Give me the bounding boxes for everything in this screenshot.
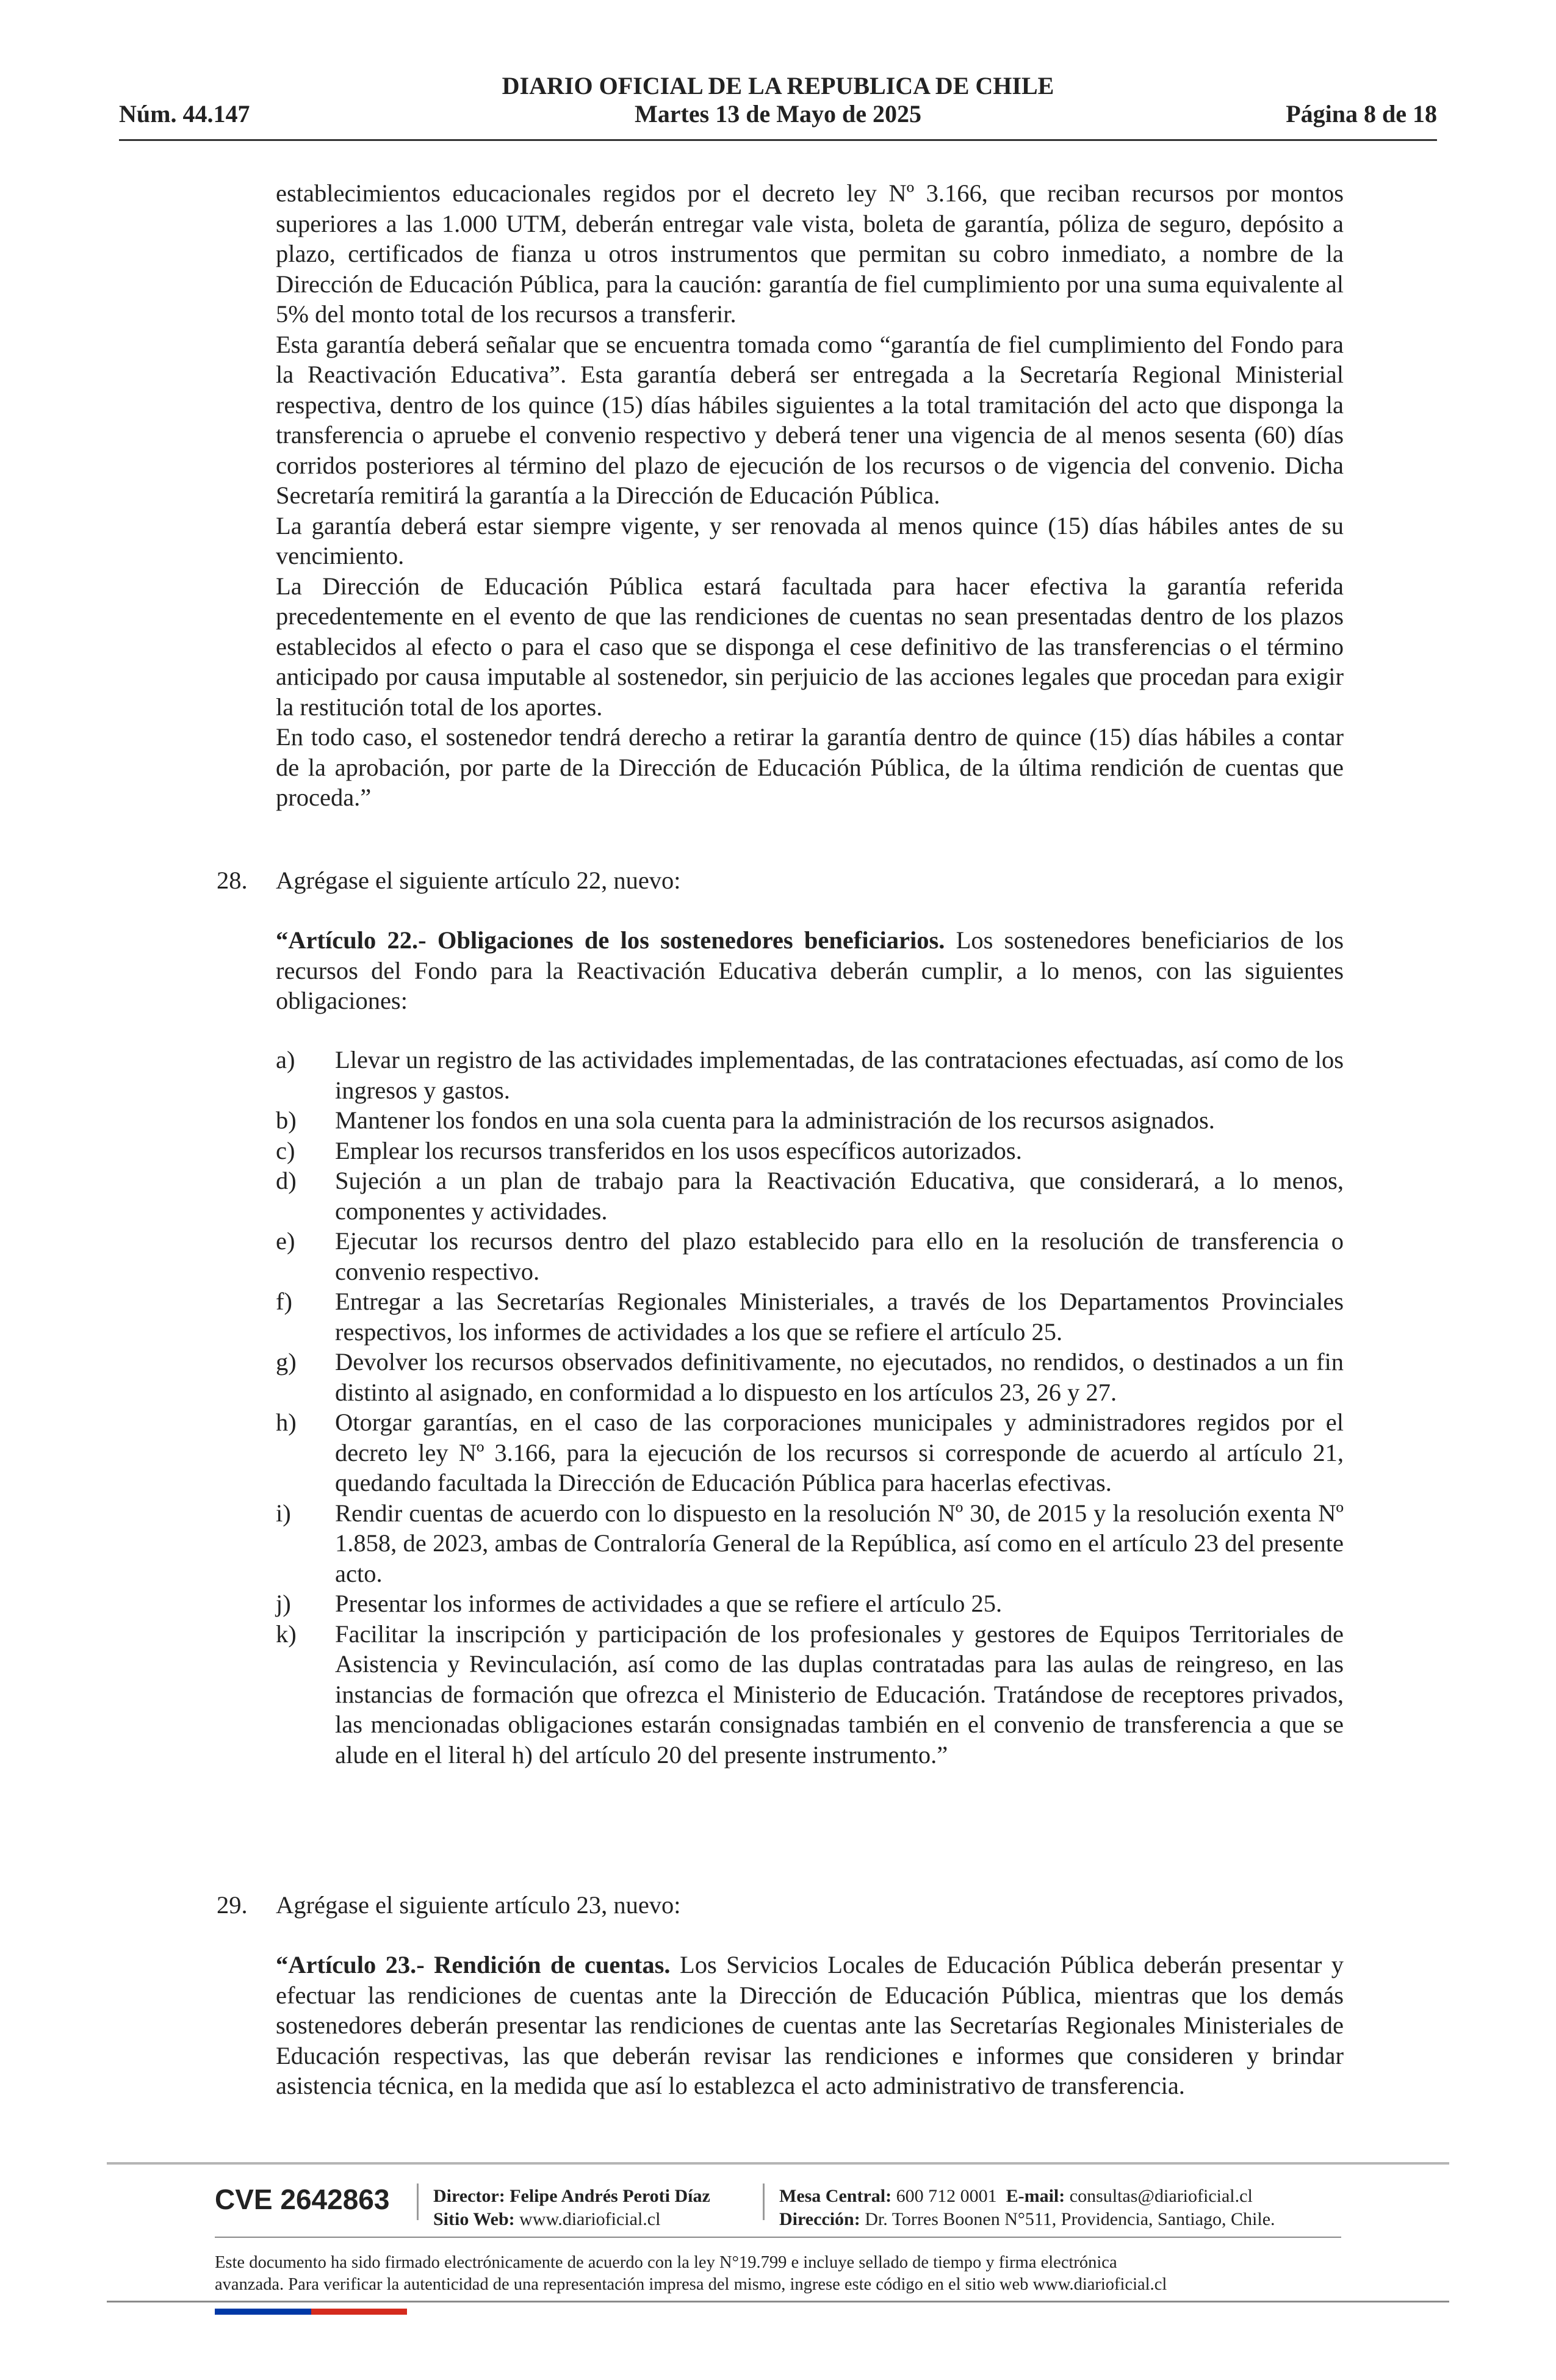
item-number: 29. bbox=[217, 1891, 248, 1919]
phone-label: Mesa Central: bbox=[779, 2186, 892, 2206]
list-item bbox=[276, 1136, 1344, 1166]
list-item-text: Rendir cuentas de acuerdo con lo dispuesto en la resolución Nº 30, de 2015 y la resolución exenta Nº 1.858, de 2023, ambas de Contraloría General de la República, así como en el artículo 23 del presente acto. bbox=[335, 1499, 1344, 1587]
issue-number: Núm. 44.147 bbox=[119, 100, 250, 128]
list-item-text: Ejecutar los recursos dentro del plazo establecido para ello en la resolución de transferencia o convenio respectivo. bbox=[335, 1227, 1344, 1285]
list-item bbox=[276, 1619, 1344, 1770]
site-link[interactable]: www.diarioficial.cl bbox=[519, 2209, 661, 2229]
list-item-text: Mantener los fondos en una sola cuenta para la administración de los recursos asignados. bbox=[335, 1106, 1215, 1134]
article-22 bbox=[276, 925, 1344, 1016]
paragraph: La garantía deberá estar siempre vigente, y ser renovada al menos quince (15) días hábiles antes de su vencimiento. bbox=[276, 511, 1344, 569]
list-marker: h) bbox=[276, 1408, 297, 1436]
article-23-heading: “Artículo 23.- Rendición de cuentas. bbox=[276, 1951, 671, 1978]
cve-code: CVE 2642863 bbox=[215, 2183, 390, 2215]
footer-divider-bottom bbox=[107, 2301, 1449, 2302]
page-number: Página 8 de 18 bbox=[1286, 100, 1437, 128]
paragraph: establecimientos educacionales regidos por el decreto ley Nº 3.166, que reciban recursos por montos superiores a las 1.000 UTM, deberán entregar vale vista, boleta de garantía, póliza de seguro, depósito a plazo, certificados de fianza u otros instrumentos que permitan su cobro inmediato, a nombre de la Dirección de Educación Pública, para la caución: garantía de fiel cumplimiento por una suma equivalente al 5% del monto total de los recursos a transferir. bbox=[276, 179, 1344, 328]
paragraph: En todo caso, el sostenedor tendrá derecho a retirar la garantía dentro de quince (15) días hábiles a contar de la aprobación, por parte de la Dirección de Educación Pública, de la última rendición de cuentas que proceda.” bbox=[276, 723, 1344, 811]
article-21-continuation bbox=[276, 178, 1344, 813]
item-number: 28. bbox=[217, 867, 248, 894]
list-item bbox=[276, 1347, 1344, 1407]
paragraph: Esta garantía deberá señalar que se encuentra tomada como “garantía de fiel cumplimiento del Fondo para la Reactivación Educativa”. Esta garantía deberá ser entregada a la Secretaría Regional Ministerial respectiva, dentro de los quince (15) días hábiles siguientes a la total tramitación del acto que disponga la transferencia o apruebe el convenio respectivo y deberá tener una vigencia de al menos sesenta (60) días corridos posteriores al término del plazo de ejecución de los recursos o de vigencia del convenio. Dicha Secretaría remitirá la garantía a la Dirección de Educación Pública. bbox=[276, 330, 1344, 509]
email-label: E-mail: bbox=[1006, 2186, 1065, 2206]
legal-notice-line: avanzada. Para verificar la autenticidad de una representación impresa del mismo, ingrese este código en el sitio web www.diarioficial.cl bbox=[215, 2275, 1167, 2294]
list-item bbox=[276, 1498, 1344, 1589]
flag-blue-segment bbox=[215, 2309, 311, 2315]
footer-separator bbox=[417, 2183, 419, 2220]
article-23-text: Los Servicios Locales de Educación Pública deberán presentar y efectuar las rendiciones de cuentas ante la Dirección de Educación Pública, mientras que los demás sostenedores deberán presentar las rendiciones de cuentas ante las Secretarías Regionales Ministeriales de Educación respectivas, las que deberán revisar las rendiciones e informes que consideren y brindar asistencia técnica, en la medida que así lo establezca el acto administrativo de transferencia. bbox=[276, 1951, 1344, 2099]
legal-notice bbox=[215, 2252, 1374, 2296]
list-item-text: Llevar un registro de las actividades implementadas, de las contrataciones efectuadas, así como de los ingresos y gastos. bbox=[335, 1046, 1344, 1104]
legal-notice-line: Este documento ha sido firmado electrónicamente de acuerdo con la ley N°19.799 e incluye sellado de tiempo y firma electrónica bbox=[215, 2253, 1117, 2272]
article-23 bbox=[276, 1950, 1344, 2101]
article-22-heading: “Artículo 22.- Obligaciones de los sostenedores beneficiarios. bbox=[276, 926, 945, 954]
director-name: Felipe Andrés Peroti Díaz bbox=[510, 2186, 710, 2206]
footer-divider-top bbox=[107, 2162, 1449, 2165]
list-marker: g) bbox=[276, 1348, 297, 1376]
list-item-text: Emplear los recursos transferidos en los usos específicos autorizados. bbox=[335, 1136, 1022, 1164]
page-header bbox=[119, 72, 1437, 144]
issue-date: Martes 13 de Mayo de 2025 bbox=[635, 100, 921, 128]
item-text: Agrégase el siguiente artículo 22, nuevo: bbox=[276, 867, 681, 894]
footer-divider-middle bbox=[215, 2237, 1341, 2238]
list-item-text: Devolver los recursos observados definitivamente, no ejecutados, no rendidos, o destinados a un fin distinto al asignado, en conformidad a lo dispuesto en los artículos 23, 26 y 27. bbox=[335, 1348, 1344, 1406]
item-text: Agrégase el siguiente artículo 23, nuevo: bbox=[276, 1891, 681, 1919]
list-item-text: Otorgar garantías, en el caso de las corporaciones municipales y administradores regidos por el decreto ley Nº 3.166, para la ejecución de los recursos si corresponde de acuerdo al artículo 21, quedando facultada la Dirección de Educación Pública para hacerlas efectivas. bbox=[335, 1408, 1344, 1496]
list-item bbox=[276, 1286, 1344, 1347]
list-item bbox=[276, 1105, 1344, 1136]
list-item bbox=[276, 1588, 1344, 1619]
list-marker: c) bbox=[276, 1136, 295, 1164]
flag-color-bar bbox=[215, 2309, 407, 2315]
phone-number: 600 712 0001 bbox=[896, 2186, 997, 2206]
footer-separator bbox=[763, 2183, 765, 2220]
list-item-text: Sujeción a un plan de trabajo para la Reactivación Educativa, que considerará, a lo menos, componentes y actividades. bbox=[335, 1167, 1344, 1225]
list-item-text: Entregar a las Secretarías Regionales Ministeriales, a través de los Departamentos Provinciales respectivos, los informes de actividades a los que se refiere el artículo 25. bbox=[335, 1288, 1344, 1346]
list-item bbox=[276, 1045, 1344, 1105]
list-item-text: Facilitar la inscripción y participación de los profesionales y gestores de Equipos Territoriales de Asistencia y Revinculación, así como de las duplas contratadas para las aulas de reingreso, en las instancias de formación que ofrezca el Ministerio de Educación. Tratándose de receptores privados, las mencionadas obligaciones estarán consignadas también en el convenio de transferencia a que se alude en el literal h) del artículo 20 del presente instrumento.” bbox=[335, 1620, 1344, 1769]
site-label: Sitio Web: bbox=[433, 2209, 515, 2229]
list-marker: b) bbox=[276, 1106, 297, 1134]
list-marker: k) bbox=[276, 1620, 297, 1648]
list-marker: d) bbox=[276, 1167, 297, 1194]
list-item bbox=[276, 1226, 1344, 1286]
flag-red-segment bbox=[311, 2309, 407, 2315]
address-text: Dr. Torres Boonen N°511, Providencia, Santiago, Chile. bbox=[865, 2209, 1275, 2229]
director-label: Director: bbox=[433, 2186, 505, 2206]
header-divider bbox=[119, 139, 1437, 141]
newspaper-title: DIARIO OFICIAL DE LA REPUBLICA DE CHILE bbox=[502, 72, 1054, 99]
list-marker: i) bbox=[276, 1499, 291, 1527]
email-link[interactable]: consultas@diarioficial.cl bbox=[1069, 2186, 1253, 2206]
footer-contact-block bbox=[779, 2185, 1275, 2231]
list-marker: a) bbox=[276, 1046, 295, 1073]
list-marker: j) bbox=[276, 1590, 291, 1617]
footer-director-block bbox=[433, 2185, 710, 2231]
list-item bbox=[276, 1166, 1344, 1226]
paragraph: La Dirección de Educación Pública estará facultada para hacer efectiva la garantía referida precedentemente en el evento de que las rendiciones de cuentas no sean presentadas dentro de los plazos establecidos al efecto o para el caso que se disponga el cese definitivo de las transferencias o el término anticipado por causa imputable al sostenedor, sin perjuicio de las acciones legales que procedan para exigir la restitución total de los aportes. bbox=[276, 572, 1344, 721]
list-item-text: Presentar los informes de actividades a que se refiere el artículo 25. bbox=[335, 1590, 1003, 1617]
list-item bbox=[276, 1407, 1344, 1498]
obligations-list bbox=[276, 1045, 1344, 1770]
list-marker: e) bbox=[276, 1227, 295, 1255]
article-22-text: Los sostenedores beneficiarios de los recursos del Fondo para la Reactivación Educativa deberán cumplir, a lo menos, con las siguientes obligaciones: bbox=[276, 926, 1344, 1014]
address-label: Dirección: bbox=[779, 2209, 860, 2229]
list-marker: f) bbox=[276, 1288, 292, 1315]
